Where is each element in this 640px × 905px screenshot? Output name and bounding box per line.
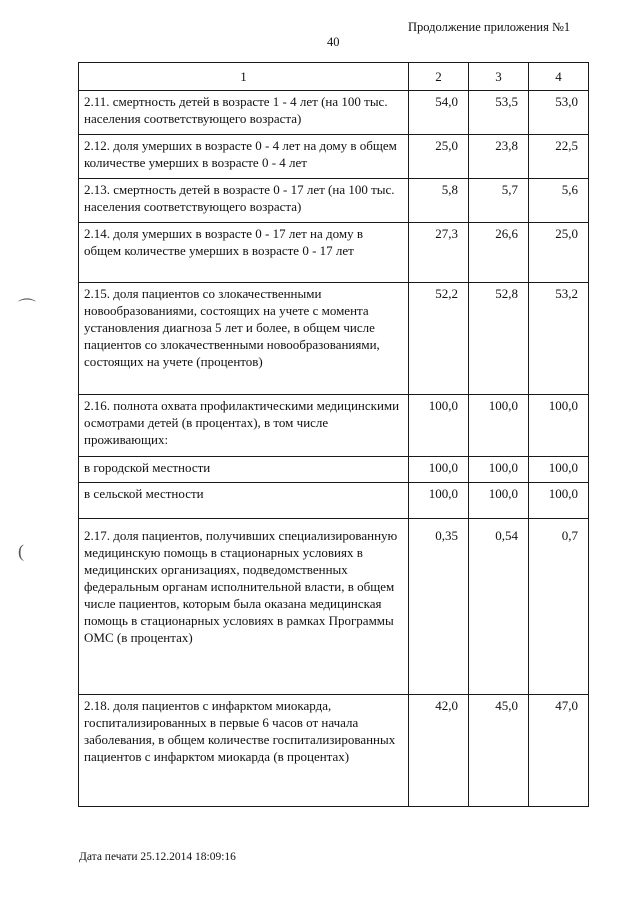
table-row <box>79 179 589 223</box>
row-value: 53,0 <box>529 91 589 135</box>
row-label: в сельской местности <box>79 483 409 519</box>
column-header: 1 <box>79 63 409 91</box>
print-date: Дата печати 25.12.2014 18:09:16 <box>79 851 236 863</box>
row-value: 52,2 <box>409 283 469 395</box>
row-value: 100,0 <box>529 483 589 519</box>
row-label: 2.18. доля пациентов с инфарктом миокарда, госпитализированных в первые 6 часов от начала заболевания, в общем количестве госпитализированных пациентов с инфарктом миокарда (в процентах) <box>79 695 409 807</box>
row-value: 54,0 <box>409 91 469 135</box>
row-value: 100,0 <box>409 395 469 457</box>
row-value: 25,0 <box>529 223 589 283</box>
column-header: 3 <box>469 63 529 91</box>
margin-mark-bottom: ( <box>18 541 24 561</box>
row-value: 5,7 <box>469 179 529 223</box>
row-value: 23,8 <box>469 135 529 179</box>
table-row <box>79 695 589 807</box>
row-value: 26,6 <box>469 223 529 283</box>
document-header-title: Продолжение приложения №1 <box>408 20 571 34</box>
table-header-row <box>79 63 589 91</box>
table-row <box>79 135 589 179</box>
indicators-table <box>78 62 589 807</box>
row-value: 100,0 <box>469 395 529 457</box>
page-number: 40 <box>327 35 340 49</box>
table-row <box>79 395 589 457</box>
row-label: 2.13. смертность детей в возрасте 0 - 17 лет (на 100 тыс. населения соответствующего возраста) <box>79 179 409 223</box>
row-label: 2.12. доля умерших в возрасте 0 - 4 лет на дому в общем количестве умерших в возрасте 0 - 4 лет <box>79 135 409 179</box>
row-value: 5,8 <box>409 179 469 223</box>
column-header: 4 <box>529 63 589 91</box>
margin-mark-top: ⌒ <box>18 298 36 318</box>
table-row <box>79 457 589 483</box>
row-label: 2.15. доля пациентов со злокачественными новообразованиями, состоящих на учете с момента установления диагноза 5 лет и более, в общем числе пациентов со злокачественными новообразованиями, состоящих на учете (процентов) <box>79 283 409 395</box>
row-label: 2.14. доля умерших в возрасте 0 - 17 лет на дому в общем количестве умерших в возрасте 0 - 17 лет <box>79 223 409 283</box>
row-value: 47,0 <box>529 695 589 807</box>
row-value: 53,5 <box>469 91 529 135</box>
column-header: 2 <box>409 63 469 91</box>
row-label: 2.17. доля пациентов, получивших специализированную медицинскую помощь в стационарных условиях в медицинских организациях, подведомственных федеральным органам исполнительной власти, в общем числе пациентов, которым была оказана медицинская помощь в стационарных условиях в рамках Программы ОМС (в процентах) <box>79 519 409 695</box>
table-row <box>79 223 589 283</box>
row-value: 0,7 <box>529 519 589 695</box>
row-value: 27,3 <box>409 223 469 283</box>
row-value: 100,0 <box>409 483 469 519</box>
row-value: 100,0 <box>469 483 529 519</box>
table-row <box>79 283 589 395</box>
row-value: 0,35 <box>409 519 469 695</box>
row-value: 5,6 <box>529 179 589 223</box>
row-value: 0,54 <box>469 519 529 695</box>
table-row <box>79 91 589 135</box>
row-value: 22,5 <box>529 135 589 179</box>
row-value: 100,0 <box>409 457 469 483</box>
row-value: 100,0 <box>469 457 529 483</box>
row-value: 25,0 <box>409 135 469 179</box>
row-label: 2.16. полнота охвата профилактическими медицинскими осмотрами детей (в процентах), в том числе проживающих: <box>79 395 409 457</box>
row-label: в городской местности <box>79 457 409 483</box>
table-row <box>79 519 589 695</box>
table-row <box>79 483 589 519</box>
row-label: 2.11. смертность детей в возрасте 1 - 4 лет (на 100 тыс. населения соответствующего возраста) <box>79 91 409 135</box>
row-value: 53,2 <box>529 283 589 395</box>
row-value: 45,0 <box>469 695 529 807</box>
row-value: 100,0 <box>529 457 589 483</box>
row-value: 52,8 <box>469 283 529 395</box>
row-value: 42,0 <box>409 695 469 807</box>
row-value: 100,0 <box>529 395 589 457</box>
